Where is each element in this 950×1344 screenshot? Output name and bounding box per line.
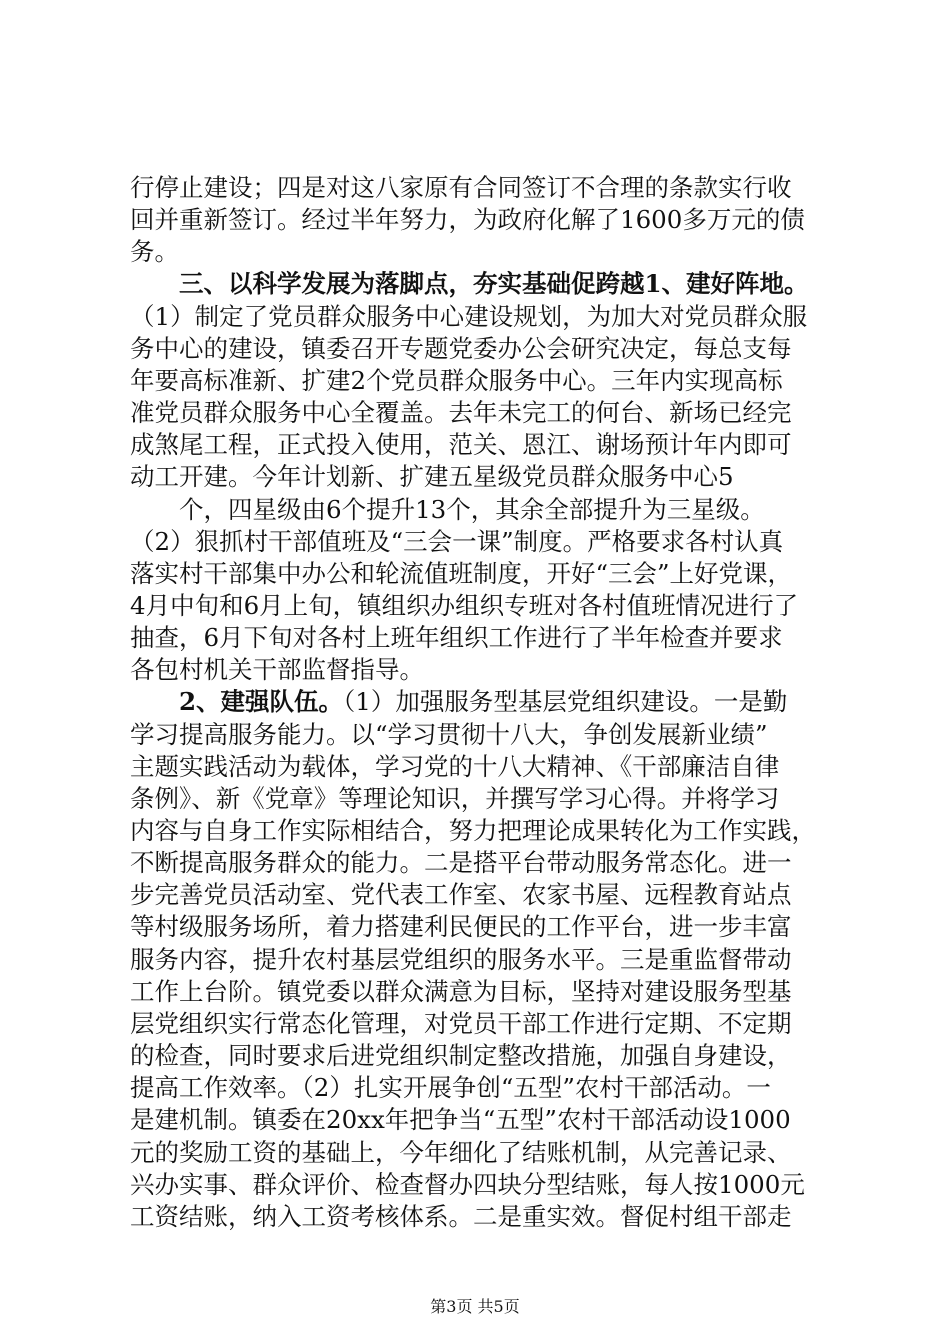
text-line: 主题实践活动为载体，学习党的十八大精神、《干部廉洁自律 bbox=[130, 751, 780, 781]
text-line: 提高工作效率。（2）扎实开展争创“五型”农村干部活动。一 bbox=[130, 1073, 771, 1103]
text-line: 年要高标准新、扩建2个党员群众服务中心。三年内实现高标 bbox=[130, 365, 783, 395]
text-line: 层党组织实行常态化管理，对党员干部工作进行定期、不定期 bbox=[130, 1008, 792, 1038]
text-line: 个，四星级由6个提升13个，其余全部提升为三星级。 bbox=[130, 494, 765, 524]
text-line: （2）狠抓村干部值班及“三会一课”制度。严格要求各村认真 bbox=[130, 526, 784, 556]
section-heading: 2、建强队伍。 bbox=[179, 687, 344, 717]
text-line: 等村级服务场所，着力搭建利民便民的工作平台，进一步丰富 bbox=[130, 912, 792, 942]
text-line: 落实村干部集中办公和轮流值班制度，开好“三会”上好党课， bbox=[130, 558, 793, 588]
page-footer: 第3页 共5页 bbox=[430, 1297, 520, 1316]
text-line: 动工开建。今年计划新、扩建五星级党员群众服务中心5 bbox=[130, 462, 734, 492]
text-line: 回并重新签订。经过半年努力，为政府化解了1600多万元的债 bbox=[130, 205, 805, 235]
text-line: 兴办实事、群众评价、检查督办四块分型结账，每人按1000元 bbox=[130, 1169, 805, 1199]
text-line: 内容与自身工作实际相结合，努力把理论成果转化为工作实践， bbox=[130, 816, 816, 845]
text-line: 抽查，6月下旬对各村上班年组织工作进行了半年检查并要求 bbox=[130, 623, 783, 653]
text-line: 工资结账，纳入工资考核体系。二是重实效。督促村组干部走 bbox=[130, 1201, 792, 1231]
text-line: 步完善党员活动室、党代表工作室、农家书屋、远程教育站点 bbox=[130, 880, 792, 910]
text-line: 不断提高服务群众的能力。二是搭平台带动服务常态化。进一 bbox=[130, 848, 792, 878]
text-line: 务。 bbox=[130, 237, 179, 267]
text-line: 各包村机关干部监督指导。 bbox=[130, 655, 424, 685]
text-line: 行停止建设；四是对这八家原有合同签订不合理的条款实行收 bbox=[130, 173, 792, 202]
text-line: 2、建强队伍。（1）加强服务型基层党组织建设。一是勤 bbox=[179, 687, 788, 717]
text-line: 务中心的建设，镇委召开专题党委办公会研究决定，每总支每 bbox=[130, 333, 792, 363]
text-line: 条例》、新《党章》等理论知识，并撰写学习心得。并将学习 bbox=[130, 783, 780, 813]
text-line: 服务内容，提升农村基层党组织的服务水平。三是重监督带动 bbox=[130, 944, 792, 974]
text-line: 工作上台阶。镇党委以群众满意为目标，坚持对建设服务型基 bbox=[130, 976, 792, 1006]
text-line: 三、以科学发展为落脚点，夯实基础促跨越1、建好阵地。 bbox=[130, 269, 809, 299]
text-line: 4月中旬和6月上旬，镇组织办组织专班对各村值班情况进行了 bbox=[130, 590, 799, 620]
text-line: 学习提高服务能力。以“学习贯彻十八大，争创发展新业绩” bbox=[130, 719, 768, 749]
text-line: 元的奖励工资的基础上，今年细化了结账机制，从完善记录、 bbox=[130, 1137, 792, 1167]
text-line: 准党员群众服务中心全覆盖。去年未完工的何台、新场已经完 bbox=[130, 398, 792, 428]
text-line: 成煞尾工程，正式投入使用，范关、恩江、谢场预计年内即可 bbox=[130, 430, 792, 460]
text-line: （1）制定了党员群众服务中心建设规划，为加大对党员群众服 bbox=[130, 301, 808, 331]
text-line: 是建机制。镇委在20xx年把争当“五型”农村干部活动设1000 bbox=[130, 1105, 791, 1135]
text-line: 的检查，同时要求后进党组织制定整改措施，加强自身建设， bbox=[130, 1041, 792, 1071]
